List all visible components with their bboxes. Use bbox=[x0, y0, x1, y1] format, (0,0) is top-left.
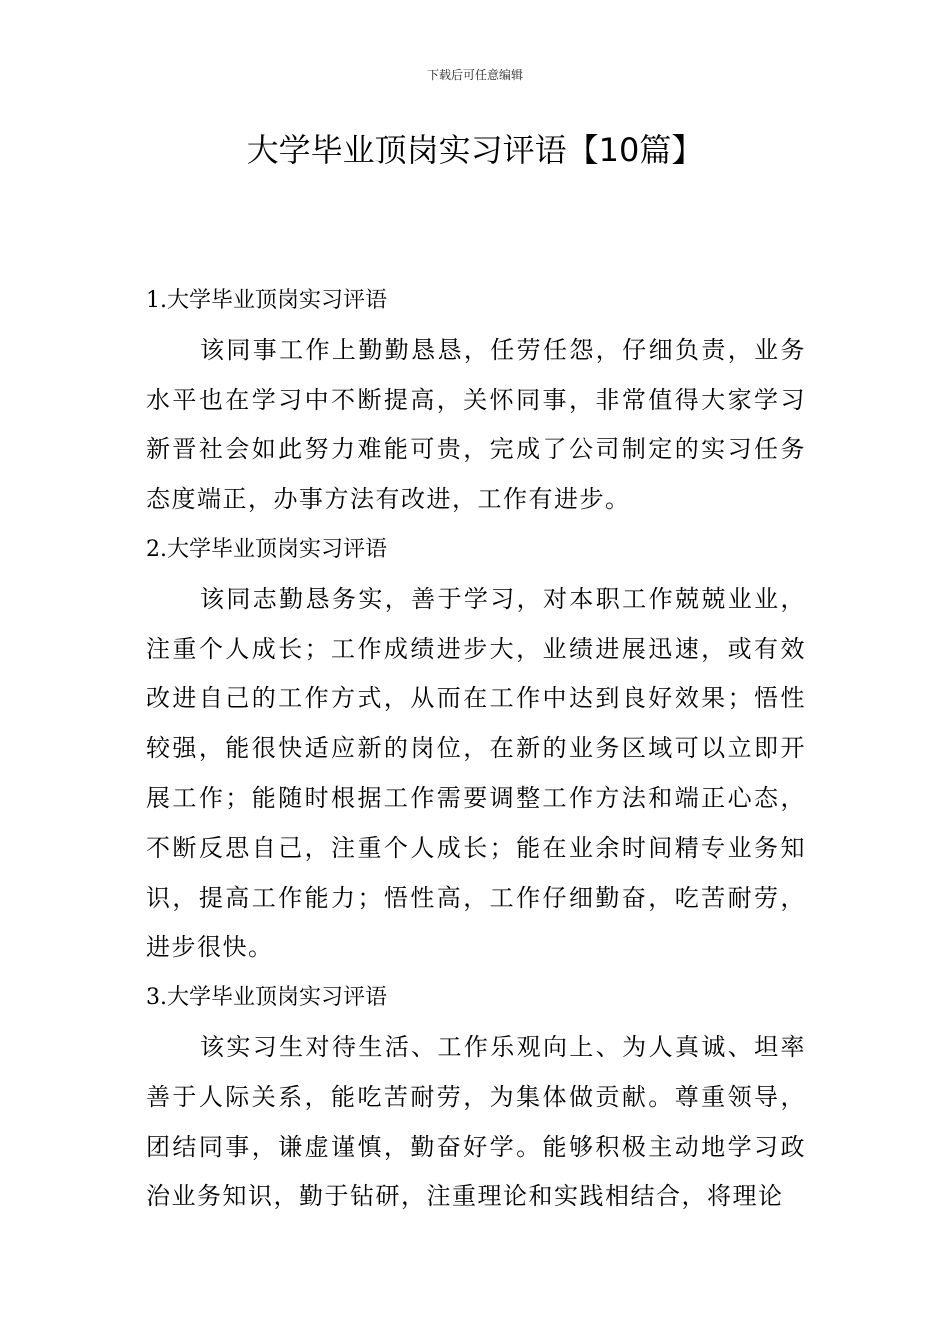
section-heading-2: 2.大学毕业顶岗实习评语 bbox=[146, 536, 387, 562]
section-paragraph-1: 该同事工作上勤勤恳恳，任劳任怨，仔细负责，业务水平也在学习中不断提高，关怀同事，非常值得大家学习新晋社会如此努力难能可贵，完成了公司制定的实习任务态度端正，办事方法有改进，工作有进步。 bbox=[146, 335, 806, 514]
section-heading-1: 1.大学毕业顶岗实习评语 bbox=[146, 288, 387, 313]
header-note: 下载后可任意编辑 bbox=[426, 68, 523, 82]
document-body bbox=[146, 276, 806, 1222]
section-paragraph-2: 该同志勤恳务实，善于学习，对本职工作兢兢业业，注重个人成长；工作成绩进步大，业绩进展迅速，或有效改进自己的工作方式，从而在工作中达到良好效果；悟性较强，能很快适应新的岗位，在新的业务区域可以立即开展工作；能随时根据工作需要调整工作方法和端正心态，不断反思自己，注重个人成长；能在业余时间精专业务知识，提高工作能力；悟性高，工作仔细勤奋，吃苦耐劳，进步很快。 bbox=[146, 584, 806, 962]
section-heading-3: 3.大学毕业顶岗实习评语 bbox=[146, 985, 387, 1011]
section-paragraph-3: 该实习生对待生活、工作乐观向上、为人真诚、坦率善于人际关系，能吃苦耐劳，为集体做贡献。尊重领导，团结同事，谦虚谨慎，勤奋好学。能够积极主动地学习政治业务知识，勤于钻研，注重理论和实践相结合，将理论 bbox=[146, 1032, 806, 1211]
document-title: 大学毕业顶岗实习评语【10篇】 bbox=[246, 131, 704, 169]
